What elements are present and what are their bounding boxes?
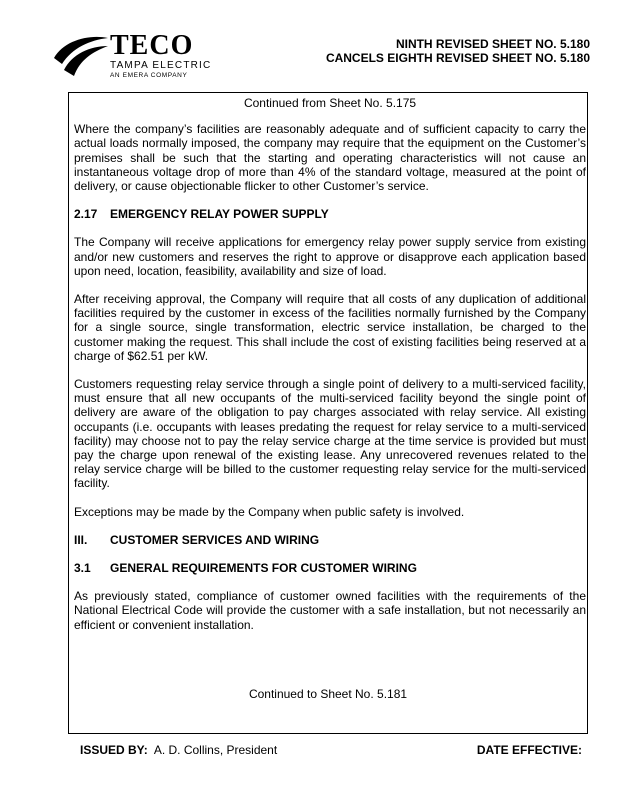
section-heading-iii <box>74 533 586 547</box>
section-heading-2-17 <box>74 207 586 221</box>
section-number: 3.1 <box>74 561 91 576</box>
paragraph-exceptions: Exceptions may be made by the Company when public safety is involved. <box>74 504 465 519</box>
company-logo <box>50 30 220 82</box>
paragraph-applications: The Company will receive applications for emergency relay power supply service from existing and/or new customers and reserves the right to approve or disapprove each application based upon need, location, feasibility, availability and size of load. <box>74 235 586 278</box>
continued-to-note: Continued to Sheet No. 5.181 <box>248 687 408 701</box>
section-title: EMERGENCY RELAY POWER SUPPLY <box>110 207 329 222</box>
section-number: III. <box>74 532 88 547</box>
cancels-sheet-number: CANCELS EIGHTH REVISED SHEET NO. 5.180 <box>325 51 590 65</box>
sheet-header <box>326 37 590 65</box>
logo-wordmark: TECO <box>110 30 194 61</box>
logo-tagline: AN EMERA COMPANY <box>110 72 188 79</box>
continued-from-note: Continued from Sheet No. 5.175 <box>243 96 417 110</box>
date-effective-label: DATE EFFECTIVE: <box>476 743 582 757</box>
logo-subtitle: TAMPA ELECTRIC <box>110 60 212 71</box>
issued-by-label: ISSUED BY: <box>80 743 148 757</box>
paragraph-costs: After receiving approval, the Company will require that all costs of any duplication of additional facilities required by the customer in excess of the facilities normally furnished by the Company for a single source, single transformation, electric service installation, be charged to the customer making the request. This shall include the cost of existing facilities being reserved at a charge of $62.51 per kW. <box>74 292 586 363</box>
revised-sheet-number: NINTH REVISED SHEET NO. 5.180 <box>395 37 590 51</box>
section-title: CUSTOMER SERVICES AND WIRING <box>110 532 320 547</box>
issued-by <box>80 743 277 757</box>
paragraph-multi-serviced: Customers requesting relay service through a single point of delivery to a multi-serviced facility, must ensure that all new occupants of the multi-serviced facility beyond the single point of delivery are aware of the obligation to pay charges associated with relay service. All existing occupants (i.e. occupants with leases predating the request for relay service to a multi-serviced facility) may choose not to pay the relay service charge at the time service is provided but must pay the charge upon renewal of the existing lease. Any unrecovered revenues related to the relay service charge will be billed to the customer requesting relay service for the multi-serviced facility. <box>74 377 586 491</box>
section-number: 2.17 <box>74 207 98 222</box>
swoosh-logo-icon <box>50 30 110 82</box>
tariff-body <box>74 96 586 646</box>
issued-by-value: A. D. Collins, President <box>153 743 278 757</box>
intro-paragraph: Where the company’s facilities are reasonably adequate and of sufficient capacity to carry the actual loads normally imposed, the company may require that the equipment on the Customer’s premises shall be such that the starting and operating characteristics will not cause an instantaneous voltage drop of more than 4% of the standard voltage, measured at the point of delivery, or cause objectionable flicker to other Customer’s service. <box>74 122 586 194</box>
section-heading-3-1 <box>74 561 586 575</box>
section-title: GENERAL REQUIREMENTS FOR CUSTOMER WIRING <box>110 561 417 576</box>
paragraph-wiring: As previously stated, compliance of customer owned facilities with the requirements of the National Electrical Code will provide the customer with a safe installation, but not necessarily an efficient or convenient installation. <box>74 589 586 632</box>
